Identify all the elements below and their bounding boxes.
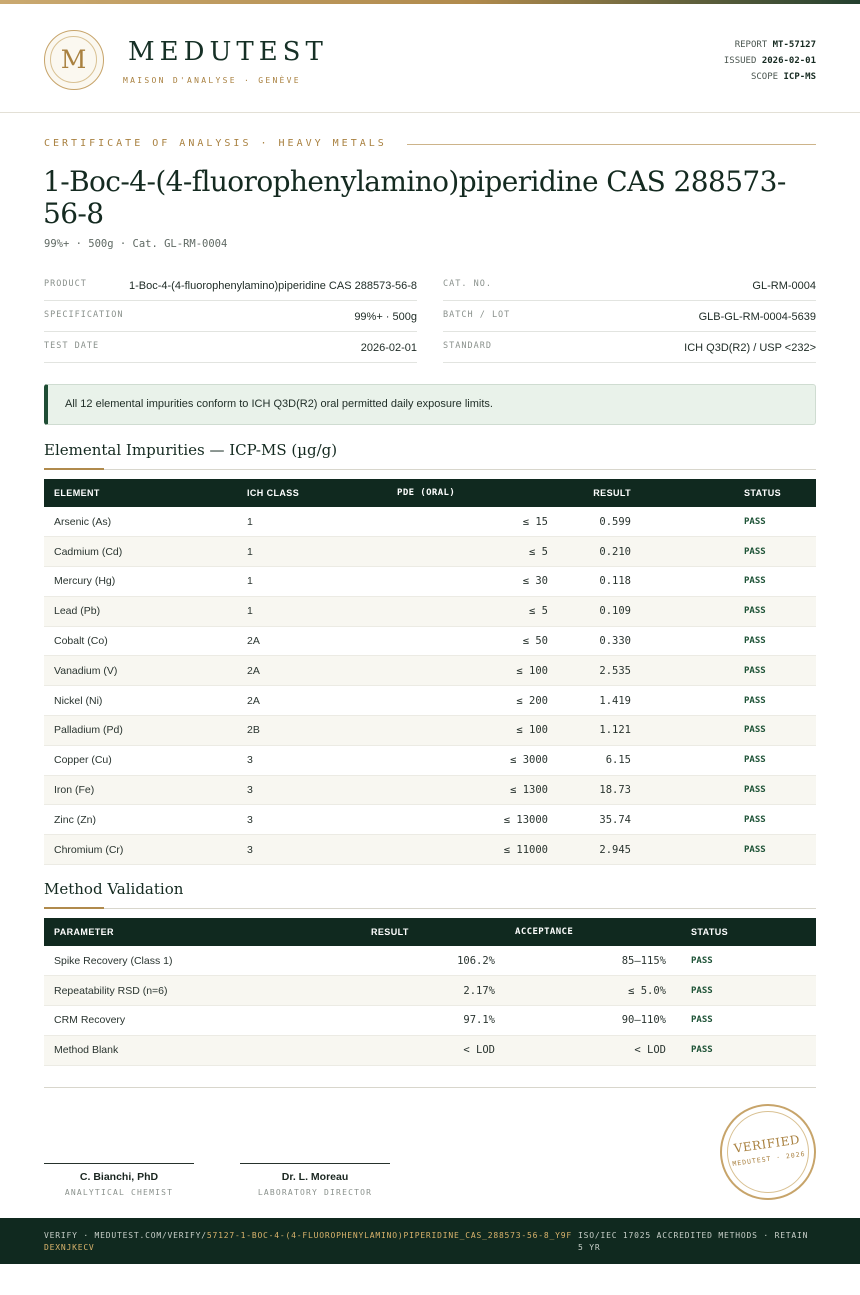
element-cell: Vanadium (V) <box>54 664 118 677</box>
element-cell: Cadmium (Cd) <box>54 545 123 558</box>
element-cell: Lead (Pb) <box>54 605 101 618</box>
section-rule <box>44 469 816 470</box>
element-cell: Copper (Cu) <box>54 754 112 767</box>
table-row <box>44 507 816 537</box>
info-value: 99%+ · 500g <box>354 311 417 323</box>
status-cell: PASS <box>744 695 766 706</box>
brand-tagline: MAISON D'ANALYSE · GENÈVE <box>123 76 301 85</box>
info-row-batch <box>443 301 816 332</box>
stamp-sub: MEDUTEST · 2026 <box>731 1149 807 1169</box>
info-row-cat-no <box>443 270 816 301</box>
status-cell: PASS <box>744 665 766 676</box>
conformance-banner <box>44 384 816 425</box>
table-row <box>44 805 816 835</box>
result-cell: 18.73 <box>599 784 631 797</box>
element-cell: Mercury (Hg) <box>54 575 116 588</box>
table-header-row <box>44 479 816 507</box>
pde-cell: ≤ 5 <box>529 545 548 558</box>
table-header-row <box>44 918 816 946</box>
parameter-cell: Spike Recovery (Class 1) <box>54 954 173 967</box>
table-row <box>44 596 816 626</box>
class-cell: 1 <box>247 605 253 618</box>
table-row <box>44 745 816 775</box>
info-value: GL-RM-0004 <box>752 280 816 292</box>
result-cell: 2.535 <box>599 664 631 677</box>
acceptance-cell: < LOD <box>634 1044 666 1057</box>
status-cell: PASS <box>744 725 766 736</box>
info-value: ICH Q3D(R2) / USP <232> <box>684 342 816 354</box>
info-label: TEST DATE <box>44 341 100 351</box>
pde-cell: ≤ 15 <box>522 515 548 528</box>
table-row <box>44 567 816 597</box>
info-left <box>44 270 417 363</box>
signature-name: Dr. L. Moreau <box>281 1171 349 1183</box>
signature-name: C. Bianchi, PhD <box>79 1171 159 1183</box>
class-cell: 2A <box>247 664 260 677</box>
class-cell: 3 <box>247 843 253 856</box>
element-cell: Iron (Fe) <box>54 784 95 797</box>
result-cell: 106.2% <box>457 954 495 967</box>
status-cell: PASS <box>744 636 766 647</box>
info-row-standard <box>443 332 816 363</box>
info-value: 2026-02-01 <box>360 342 417 354</box>
table-row <box>44 1035 816 1065</box>
column-header: PARAMETER <box>54 927 114 937</box>
table-row <box>44 716 816 746</box>
status-cell: PASS <box>691 955 713 966</box>
issued-value: 2026-02-01 <box>761 56 816 66</box>
element-cell: Nickel (Ni) <box>54 694 103 707</box>
verify-text <box>44 1230 574 1254</box>
info-label: BATCH / LOT <box>443 310 511 320</box>
impurities-title: Elemental Impurities — ICP-MS (µg/g) <box>44 441 338 459</box>
column-header: RESULT <box>371 927 409 937</box>
section-accent <box>44 907 104 909</box>
status-cell: PASS <box>691 1015 713 1026</box>
signature-rule <box>44 1087 816 1088</box>
result-cell: 2.17% <box>463 984 495 997</box>
element-cell: Palladium (Pd) <box>54 724 123 737</box>
table-row <box>44 686 816 716</box>
element-cell: Cobalt (Co) <box>54 635 108 648</box>
class-cell: 3 <box>247 784 253 797</box>
document-subtitle: 99%+ · 500g · Cat. GL-RM-0004 <box>44 238 228 250</box>
info-label: SPECIFICATION <box>44 310 124 320</box>
report-label: REPORT <box>734 40 768 50</box>
result-cell: 0.118 <box>599 575 631 588</box>
column-header: ICH CLASS <box>247 488 300 498</box>
signature-role: LABORATORY DIRECTOR <box>257 1188 373 1197</box>
impurities-table <box>44 479 816 865</box>
table-row <box>44 537 816 567</box>
table-row <box>44 976 816 1006</box>
section-accent <box>44 468 104 470</box>
info-label: STANDARD <box>443 341 492 351</box>
class-cell: 1 <box>247 545 253 558</box>
status-cell: PASS <box>744 546 766 557</box>
status-cell: PASS <box>691 1045 713 1056</box>
parameter-cell: Method Blank <box>54 1044 119 1057</box>
table-row <box>44 835 816 865</box>
status-cell: PASS <box>744 755 766 766</box>
signature-line <box>240 1163 390 1164</box>
class-cell: 1 <box>247 515 253 528</box>
issued-line <box>724 53 816 69</box>
class-cell: 1 <box>247 575 253 588</box>
result-cell: 0.210 <box>599 545 631 558</box>
pde-cell: ≤ 11000 <box>503 843 548 856</box>
header <box>0 4 860 113</box>
info-row-product <box>44 270 417 301</box>
info-value: GLB-GL-RM-0004-5639 <box>698 311 816 323</box>
status-cell: PASS <box>744 785 766 796</box>
column-header: STATUS <box>691 927 729 937</box>
parameter-cell: CRM Recovery <box>54 1014 126 1027</box>
verified-stamp <box>714 1098 822 1206</box>
element-cell: Arsenic (As) <box>54 515 112 528</box>
column-header: RESULT <box>593 488 631 498</box>
element-cell: Zinc (Zn) <box>54 813 96 826</box>
class-cell: 2B <box>247 724 260 737</box>
result-cell: 6.15 <box>605 754 631 767</box>
info-row-test-date <box>44 332 417 363</box>
class-cell: 3 <box>247 813 253 826</box>
status-cell: PASS <box>744 516 766 527</box>
verify-link[interactable]: 57127-1-BOC-4-(4-FLUOROPHENYLAMINO)PIPERIDINE_CAS_288573-56-8_Y9FDEXNJKECV <box>44 1231 572 1252</box>
pde-cell: ≤ 100 <box>516 664 548 677</box>
info-right <box>443 270 816 363</box>
column-header: ACCEPTANCE <box>515 927 574 937</box>
result-cell: 0.599 <box>599 515 631 528</box>
info-label: CAT. NO. <box>443 279 492 289</box>
class-cell: 2A <box>247 635 260 648</box>
column-header: ELEMENT <box>54 488 100 498</box>
table-row <box>44 775 816 805</box>
footer <box>0 1218 860 1264</box>
brand-name: MEDUTEST <box>128 37 328 67</box>
pde-cell: ≤ 5 <box>529 605 548 618</box>
table-row <box>44 1006 816 1036</box>
table-row <box>44 626 816 656</box>
class-cell: 3 <box>247 754 253 767</box>
document-title: 1-Boc-4-(4-fluorophenylamino)piperidine CAS 288573-56-8 <box>43 165 786 230</box>
column-header: STATUS <box>744 488 782 498</box>
document-eyebrow: CERTIFICATE OF ANALYSIS · HEAVY METALS <box>44 138 387 149</box>
scope-label: SCOPE <box>750 72 779 82</box>
result-cell: 2.945 <box>599 843 631 856</box>
pde-cell: ≤ 30 <box>522 575 548 588</box>
info-row-specification <box>44 301 417 332</box>
result-cell: 1.419 <box>599 694 631 707</box>
result-cell: 35.74 <box>599 813 631 826</box>
pde-cell: ≤ 200 <box>516 694 548 707</box>
result-cell: 97.1% <box>463 1014 495 1027</box>
result-cell: 0.330 <box>599 635 631 648</box>
status-cell: PASS <box>691 985 713 996</box>
acceptance-cell: 90–110% <box>621 1014 666 1027</box>
pde-cell: ≤ 13000 <box>503 813 548 826</box>
report-meta <box>724 37 816 85</box>
table-row <box>44 946 816 976</box>
issued-label: ISSUED <box>723 56 757 66</box>
status-cell: PASS <box>744 814 766 825</box>
info-label: PRODUCT <box>44 279 87 289</box>
result-cell: < LOD <box>463 1044 495 1057</box>
pde-cell: ≤ 3000 <box>510 754 548 767</box>
scope-value: ICP-MS <box>783 72 816 82</box>
pde-cell: ≤ 50 <box>522 635 548 648</box>
result-cell: 0.109 <box>599 605 631 618</box>
status-cell: PASS <box>744 576 766 587</box>
acceptance-cell: 85–115% <box>621 954 666 967</box>
acceptance-cell: ≤ 5.0% <box>628 984 666 997</box>
status-cell: PASS <box>744 606 766 617</box>
result-cell: 1.121 <box>599 724 631 737</box>
signature-role: ANALYTICAL CHEMIST <box>64 1188 174 1197</box>
scope-line <box>724 69 816 85</box>
parameter-cell: Repeatability RSD (n=6) <box>54 984 168 997</box>
section-rule <box>44 908 816 909</box>
signature-line <box>44 1163 194 1164</box>
report-line <box>724 37 816 53</box>
accreditation-text: ISO/IEC 17025 ACCREDITED METHODS · RETAIN 5 YR <box>578 1231 809 1252</box>
column-header: PDE (ORAL) <box>397 488 456 498</box>
banner-text: All 12 elemental impurities conform to ICH Q3D(R2) oral permitted daily exposure limits. <box>65 398 493 410</box>
pde-cell: ≤ 100 <box>516 724 548 737</box>
element-cell: Chromium (Cr) <box>54 843 124 856</box>
pde-cell: ≤ 1300 <box>510 784 548 797</box>
info-value: 1-Boc-4-(4-fluorophenylamino)piperidine CAS 288573-56-8 <box>129 280 417 292</box>
validation-table <box>44 918 816 1066</box>
table-row <box>44 656 816 686</box>
logo-seal <box>44 30 104 90</box>
stamp-word: VERIFIED <box>732 1132 801 1156</box>
report-value: MT-57127 <box>772 40 816 50</box>
verify-prefix: VERIFY · MEDUTEST.COM/VERIFY/ <box>44 1231 207 1240</box>
validation-title: Method Validation <box>44 880 184 898</box>
eyebrow-rule <box>407 144 816 145</box>
status-cell: PASS <box>744 844 766 855</box>
class-cell: 2A <box>247 694 260 707</box>
logo-letter: M <box>50 36 97 83</box>
